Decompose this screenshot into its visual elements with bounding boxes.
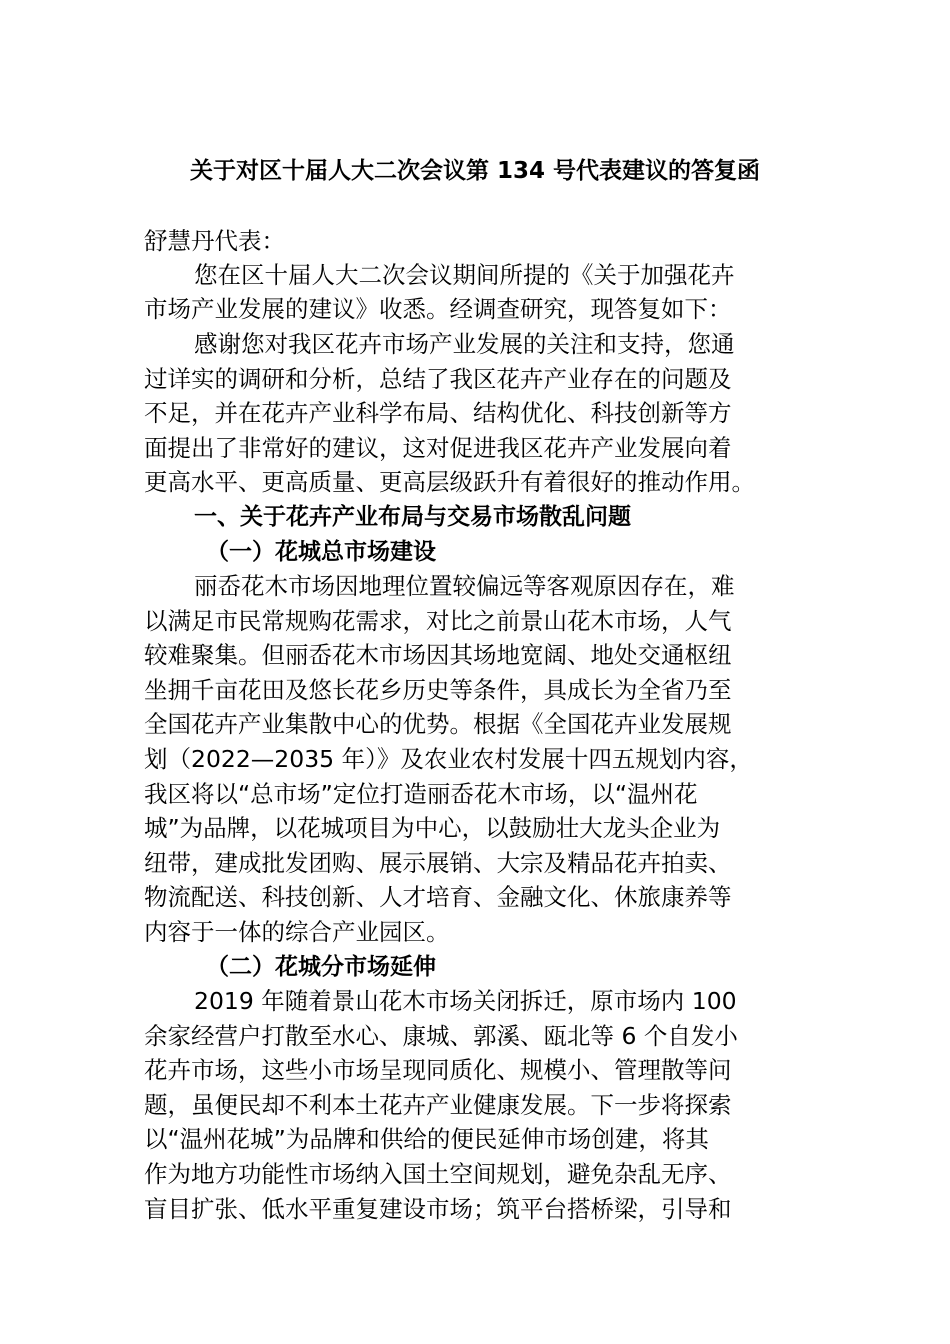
paragraph-line: 余家经营户打散至水心、康城、郭溪、瓯北等 6 个自发小 xyxy=(144,1022,738,1050)
paragraph-line: 更高水平、更高质量、更高层级跃升有着很好的推动作用。 xyxy=(144,468,755,496)
paragraph-line: 城”为品牌，以花城项目为中心，以鼓励壮大龙头企业为 xyxy=(144,814,721,842)
paragraph-line: 感谢您对我区花卉市场产业发展的关注和支持，您通 xyxy=(194,330,735,358)
paragraph-line: 您在区十届人大二次会议期间所提的《关于加强花卉 xyxy=(194,261,735,289)
paragraph-line: 题，虽便民却不利本土花卉产业健康发展。下一步将探索 xyxy=(144,1091,732,1119)
paragraph-line: 全国花卉产业集散中心的优势。根据《全国花卉业发展规 xyxy=(144,710,732,738)
subsection-heading: （一）花城总市场建设 xyxy=(206,539,436,565)
paragraph-line: 我区将以“总市场”定位打造丽岙花木市场，以“温州花 xyxy=(144,780,698,808)
salutation: 舒慧丹代表： xyxy=(144,227,285,255)
paragraph-line: 以“温州花城”为品牌和供给的便民延伸市场创建，将其 xyxy=(144,1125,709,1153)
paragraph-line: 纽带，建成批发团购、展示展销、大宗及精品花卉拍卖、 xyxy=(144,849,732,877)
paragraph-line: 划（2022—2035 年）》及农业农村发展十四五规划内容， xyxy=(144,745,753,773)
paragraph-line: 盲目扩张、低水平重复建设市场；筑平台搭桥梁，引导和 xyxy=(144,1195,732,1223)
paragraph-line: 2019 年随着景山花木市场关闭拆迁，原市场内 100 xyxy=(194,987,737,1015)
paragraph-line: 较难聚集。但丽岙花木市场因其场地宽阔、地处交通枢纽 xyxy=(144,641,732,669)
paragraph-line: 市场产业发展的建议》收悉。经调查研究，现答复如下： xyxy=(144,295,732,323)
paragraph-line: 作为地方功能性市场纳入国土空间规划，避免杂乱无序、 xyxy=(144,1160,732,1188)
paragraph-line: 丽岙花木市场因地理位置较偏远等客观原因存在，难 xyxy=(194,572,735,600)
paragraph-line: 花卉市场，这些小市场呈现同质化、规模小、管理散等问 xyxy=(144,1056,732,1084)
paragraph-line: 坐拥千亩花田及悠长花乡历史等条件，具成长为全省乃至 xyxy=(144,676,732,704)
paragraph-line: 不足，并在花卉产业科学布局、结构优化、科技创新等方 xyxy=(144,399,732,427)
paragraph-line: 过详实的调研和分析，总结了我区花卉产业存在的问题及 xyxy=(144,365,732,393)
paragraph-line: 物流配送、科技创新、人才培育、金融文化、休旅康养等 xyxy=(144,883,732,911)
section-heading: 一、关于花卉产业布局与交易市场散乱问题 xyxy=(194,504,631,530)
subsection-heading: （二）花城分市场延伸 xyxy=(206,954,436,980)
paragraph-line: 面提出了非常好的建议，这对促进我区花卉产业发展向着 xyxy=(144,434,732,462)
paragraph-line: 以满足市民常规购花需求，对比之前景山花木市场，人气 xyxy=(144,607,732,635)
document-title: 关于对区十届人大二次会议第 134 号代表建议的答复函 xyxy=(189,158,761,184)
paragraph-line: 内容于一体的综合产业园区。 xyxy=(144,918,450,946)
